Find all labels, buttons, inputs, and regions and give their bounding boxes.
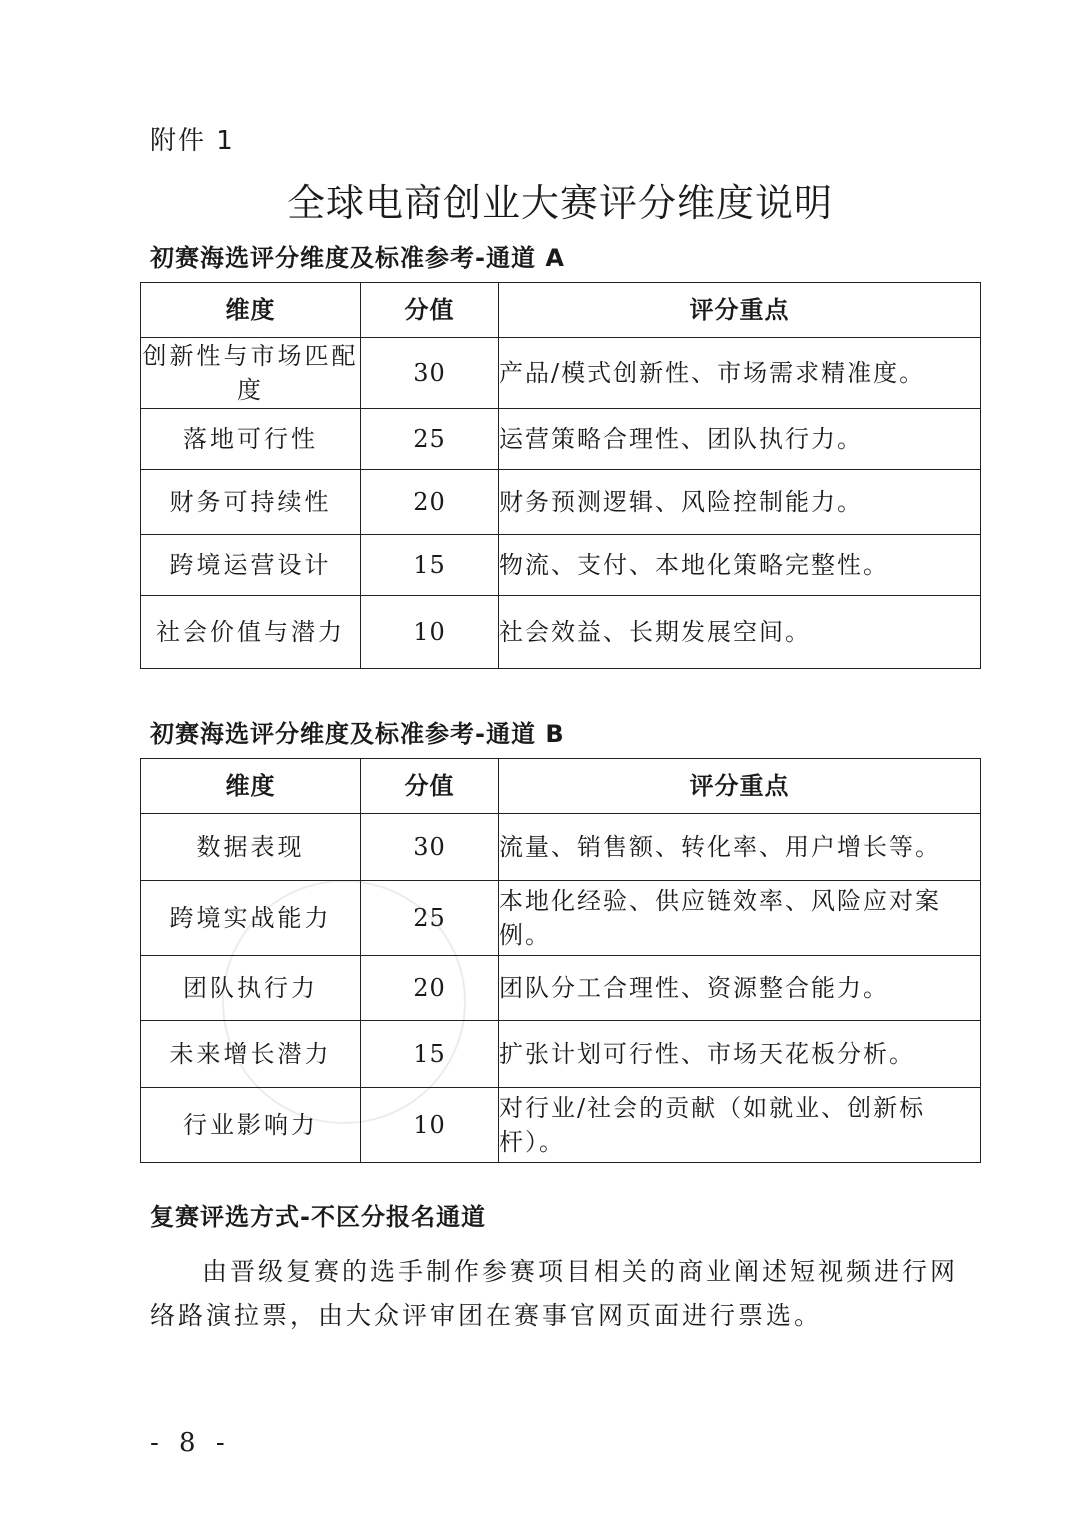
header-focus: 评分重点: [499, 283, 981, 338]
table-row: [141, 1088, 981, 1163]
focus-cell: 流量、销售额、转化率、用户增长等。: [499, 814, 981, 881]
header-dimension: 维度: [141, 759, 361, 814]
dimension-cell: 数据表现: [141, 814, 361, 881]
scoring-table-b: [140, 758, 981, 1163]
section-a-heading: 初赛海选评分维度及标准参考-通道 A: [150, 244, 565, 272]
dimension-cell: 跨境实战能力: [141, 881, 361, 956]
dimension-cell: 落地可行性: [141, 409, 361, 470]
focus-cell: 运营策略合理性、团队执行力。: [499, 409, 981, 470]
score-cell: 20: [361, 956, 499, 1021]
focus-cell: 团队分工合理性、资源整合能力。: [499, 956, 981, 1021]
score-cell: 15: [361, 1021, 499, 1088]
table-header-row: [141, 283, 981, 338]
table-row: [141, 881, 981, 956]
score-cell: 25: [361, 409, 499, 470]
dimension-cell: 团队执行力: [141, 956, 361, 1021]
section-b-heading: 初赛海选评分维度及标准参考-通道 B: [150, 720, 565, 748]
table-row: [141, 956, 981, 1021]
document-title: 全球电商创业大赛评分维度说明: [286, 181, 833, 225]
table-row: [141, 596, 981, 669]
header-score: 分值: [361, 283, 499, 338]
score-cell: 20: [361, 470, 499, 535]
page-number: - 8 -: [150, 1428, 231, 1458]
score-cell: 10: [361, 1088, 499, 1163]
review-heading: 复赛评选方式-不区分报名通道: [150, 1203, 486, 1231]
score-cell: 10: [361, 596, 499, 669]
header-dimension: 维度: [141, 283, 361, 338]
score-cell: 30: [361, 814, 499, 881]
dimension-cell: 跨境运营设计: [141, 535, 361, 596]
dimension-cell: 未来增长潜力: [141, 1021, 361, 1088]
table-row: [141, 409, 981, 470]
table-row: [141, 535, 981, 596]
table-row: [141, 338, 981, 409]
table-row: [141, 1021, 981, 1088]
dimension-cell: 创新性与市场匹配度: [141, 338, 361, 409]
dimension-cell: 社会价值与潜力: [141, 596, 361, 669]
table-header-row: [141, 759, 981, 814]
attachment-label: 附件 1: [150, 126, 235, 156]
header-focus: 评分重点: [499, 759, 981, 814]
score-cell: 15: [361, 535, 499, 596]
review-paragraph: 由晋级复赛的选手制作参赛项目相关的商业阐述短视频进行网络路演拉票，由大众评审团在赛事官网页面进行票选。: [150, 1257, 959, 1330]
score-cell: 25: [361, 881, 499, 956]
dimension-cell: 行业影响力: [141, 1088, 361, 1163]
focus-cell: 物流、支付、本地化策略完整性。: [499, 535, 981, 596]
table-row: [141, 470, 981, 535]
scoring-table-a: [140, 282, 981, 669]
score-cell: 30: [361, 338, 499, 409]
dimension-cell: 财务可持续性: [141, 470, 361, 535]
focus-cell: 财务预测逻辑、风险控制能力。: [499, 470, 981, 535]
focus-cell: 社会效益、长期发展空间。: [499, 596, 981, 669]
focus-cell: 对行业/社会的贡献（如就业、创新标杆）。: [499, 1088, 981, 1163]
focus-cell: 扩张计划可行性、市场天花板分析。: [499, 1021, 981, 1088]
focus-cell: 产品/模式创新性、市场需求精准度。: [499, 338, 981, 409]
focus-cell: 本地化经验、供应链效率、风险应对案例。: [499, 881, 981, 956]
table-row: [141, 814, 981, 881]
header-score: 分值: [361, 759, 499, 814]
